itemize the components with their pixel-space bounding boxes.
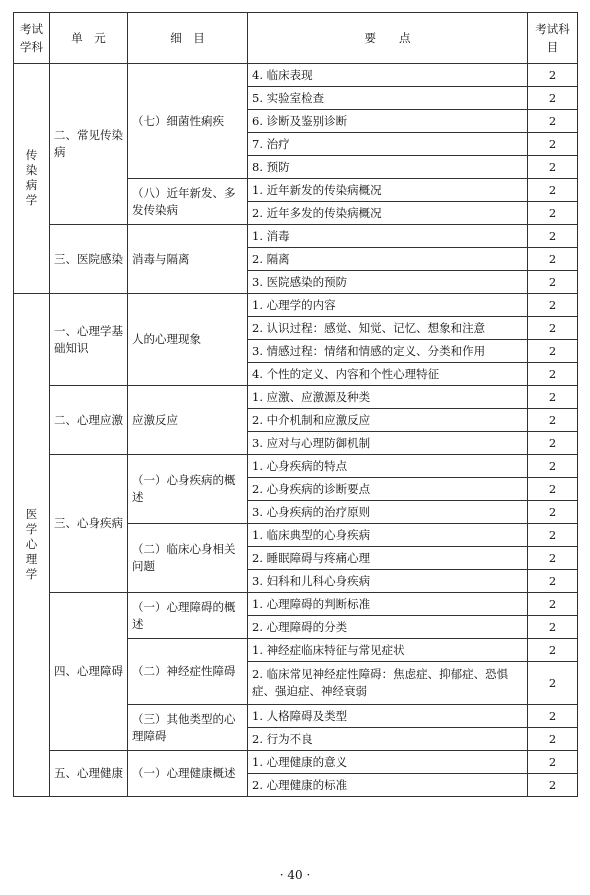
syllabus-table	[13, 12, 578, 797]
point-cell: 1. 应激、应激源及种类	[248, 386, 528, 409]
point-cell: 2. 临床常见神经症性障碍：焦虑症、抑郁症、恐惧症、强迫症、神经衰弱	[248, 662, 528, 705]
detail-cell: （二）神经症性障碍	[128, 639, 248, 705]
unit-cell: 一、心理学基础知识	[50, 294, 128, 386]
point-cell: 1. 心理健康的意义	[248, 751, 528, 774]
point-cell: 1. 临床典型的心身疾病	[248, 524, 528, 547]
score-cell: 2	[528, 662, 578, 705]
detail-cell: （七）细菌性痢疾	[128, 64, 248, 179]
point-cell: 4. 个性的定义、内容和个性心理特征	[248, 363, 528, 386]
point-cell: 8. 预防	[248, 156, 528, 179]
point-cell: 2. 睡眠障碍与疼痛心理	[248, 547, 528, 570]
unit-cell: 五、心理健康	[50, 751, 128, 797]
point-cell: 2. 认识过程：感觉、知觉、记忆、想象和注意	[248, 317, 528, 340]
score-cell: 2	[528, 639, 578, 662]
point-cell: 3. 妇科和儿科心身疾病	[248, 570, 528, 593]
score-cell: 2	[528, 524, 578, 547]
score-cell: 2	[528, 340, 578, 363]
header-subject: 考试学科	[14, 13, 50, 64]
score-cell: 2	[528, 271, 578, 294]
score-cell: 2	[528, 294, 578, 317]
table-row	[14, 294, 578, 317]
table-row	[14, 225, 578, 248]
score-cell: 2	[528, 478, 578, 501]
detail-cell: 人的心理现象	[128, 294, 248, 386]
point-cell: 1. 神经症临床特征与常见症状	[248, 639, 528, 662]
subject-cell	[14, 64, 50, 294]
point-cell: 6. 诊断及鉴别诊断	[248, 110, 528, 133]
subject-label: 传染病学	[25, 148, 38, 207]
table-row	[14, 64, 578, 87]
table-row	[14, 593, 578, 616]
point-cell: 5. 实验室检查	[248, 87, 528, 110]
point-cell: 7. 治疗	[248, 133, 528, 156]
score-cell: 2	[528, 87, 578, 110]
point-cell: 2. 心理健康的标准	[248, 774, 528, 797]
detail-cell: （三）其他类型的心理障碍	[128, 705, 248, 751]
score-cell: 2	[528, 432, 578, 455]
point-cell: 3. 心身疾病的治疗原则	[248, 501, 528, 524]
score-cell: 2	[528, 455, 578, 478]
point-cell: 2. 心理障碍的分类	[248, 616, 528, 639]
subject-label: 医学心理学	[25, 507, 38, 581]
point-cell: 3. 医院感染的预防	[248, 271, 528, 294]
point-cell: 1. 心理障碍的判断标准	[248, 593, 528, 616]
point-cell: 1. 心身疾病的特点	[248, 455, 528, 478]
score-cell: 2	[528, 386, 578, 409]
header-unit: 单 元	[50, 13, 128, 64]
detail-cell: （八）近年新发、多发传染病	[128, 179, 248, 225]
score-cell: 2	[528, 501, 578, 524]
score-cell: 2	[528, 593, 578, 616]
detail-cell: （一）心理障碍的概述	[128, 593, 248, 639]
score-cell: 2	[528, 728, 578, 751]
score-cell: 2	[528, 202, 578, 225]
point-cell: 3. 应对与心理防御机制	[248, 432, 528, 455]
point-cell: 1. 近年新发的传染病概况	[248, 179, 528, 202]
score-cell: 2	[528, 317, 578, 340]
score-cell: 2	[528, 248, 578, 271]
header-points: 要 点	[248, 13, 528, 64]
point-cell: 2. 近年多发的传染病概况	[248, 202, 528, 225]
score-cell: 2	[528, 225, 578, 248]
score-cell: 2	[528, 616, 578, 639]
point-cell: 2. 心身疾病的诊断要点	[248, 478, 528, 501]
table-row	[14, 386, 578, 409]
header-detail: 细 目	[128, 13, 248, 64]
detail-cell: （一）心身疾病的概述	[128, 455, 248, 524]
header-score: 考试科目	[528, 13, 578, 64]
score-cell: 2	[528, 363, 578, 386]
header-row	[14, 13, 578, 64]
score-cell: 2	[528, 570, 578, 593]
score-cell: 2	[528, 64, 578, 87]
table-row	[14, 751, 578, 774]
unit-cell: 四、心理障碍	[50, 593, 128, 751]
score-cell: 2	[528, 774, 578, 797]
unit-cell: 三、医院感染	[50, 225, 128, 294]
point-cell: 3. 情感过程：情绪和情感的定义、分类和作用	[248, 340, 528, 363]
point-cell: 1. 心理学的内容	[248, 294, 528, 317]
point-cell: 2. 中介机制和应激反应	[248, 409, 528, 432]
point-cell: 1. 消毒	[248, 225, 528, 248]
score-cell: 2	[528, 547, 578, 570]
detail-cell: 应激反应	[128, 386, 248, 455]
subject-cell	[14, 294, 50, 797]
unit-cell: 三、心身疾病	[50, 455, 128, 593]
detail-cell: （一）心理健康概述	[128, 751, 248, 797]
point-cell: 2. 隔离	[248, 248, 528, 271]
point-cell: 2. 行为不良	[248, 728, 528, 751]
detail-cell: 消毒与隔离	[128, 225, 248, 294]
unit-cell: 二、心理应激	[50, 386, 128, 455]
score-cell: 2	[528, 133, 578, 156]
score-cell: 2	[528, 110, 578, 133]
score-cell: 2	[528, 705, 578, 728]
score-cell: 2	[528, 179, 578, 202]
score-cell: 2	[528, 156, 578, 179]
score-cell: 2	[528, 409, 578, 432]
table-row	[14, 455, 578, 478]
score-cell: 2	[528, 751, 578, 774]
unit-cell: 二、常见传染病	[50, 64, 128, 225]
point-cell: 1. 人格障碍及类型	[248, 705, 528, 728]
detail-cell: （二）临床心身相关问题	[128, 524, 248, 593]
point-cell: 4. 临床表现	[248, 64, 528, 87]
page-number: · 40 ·	[279, 868, 311, 882]
